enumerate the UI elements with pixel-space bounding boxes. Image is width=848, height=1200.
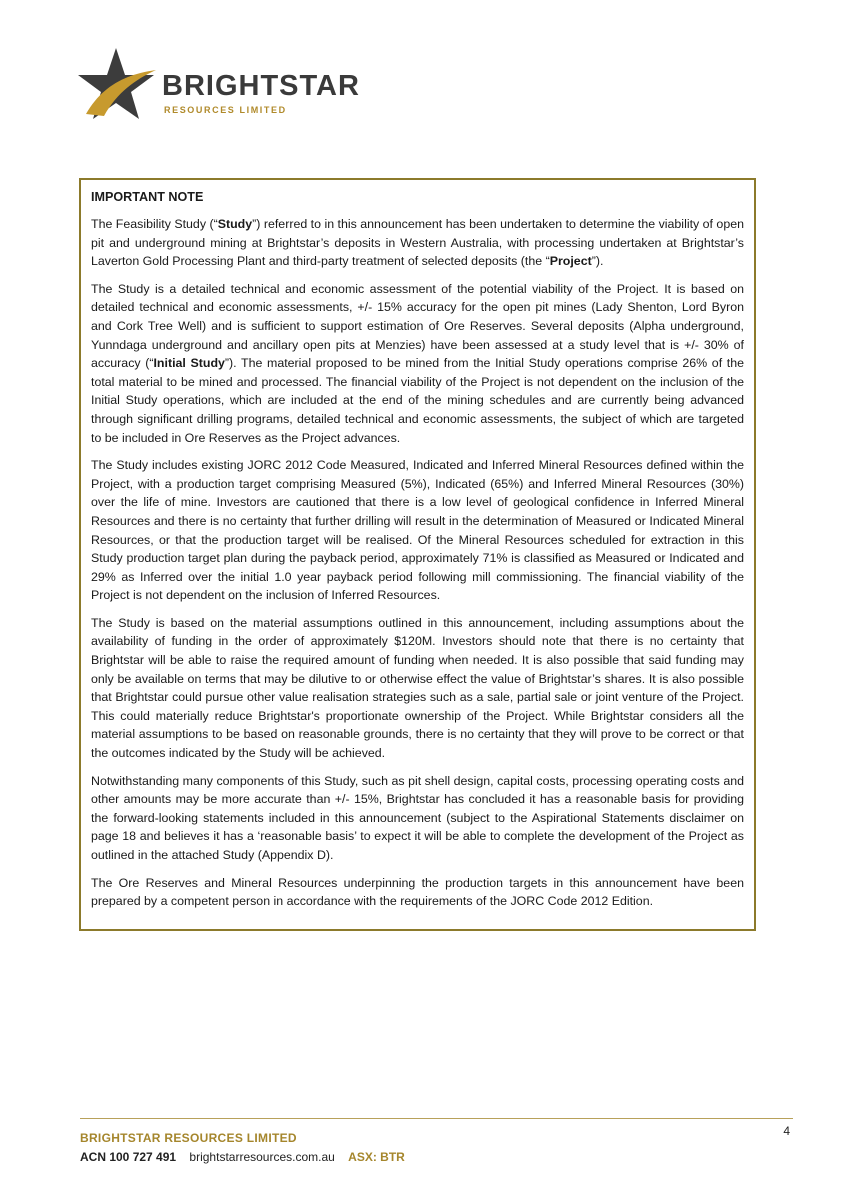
note-paragraph: The Study is based on the material assumptions outlined in this announcement, including assumptions about the availability of funding in the order of approximately $120M. Investors should note that there is no certainty that Brightstar will be able to raise the required amount of funding when needed. It is also possible that said funding may only be available on terms that may be dilutive to or otherwise effect the value of Brightstar’s shares. It is also possible that Brightstar could pursue other value realisation strategies such as a sale, partial sale or joint venture of the Project. This could materially reduce Brightstar's proportionate ownership of the Project. While Brightstar considers all the material assumptions to be based on reasonable grounds, there is no certainty that they will prove to be correct or that the outcomes indicated by the Study will be achieved.: [91, 615, 744, 761]
footer-asx-code: ASX: BTR: [348, 1150, 405, 1164]
page-number: 4: [783, 1124, 790, 1138]
note-paragraph: The Study is a detailed technical and economic assessment of the potential viability of the Project. It is based on detailed technical and economic assessments, +/- 15% accuracy for the open pit mines (Lady Shenton, Lord Byron and Cork Tree Well) and is sufficient to support estimation of Ore Reserves. Several deposits (Alpha underground, Yunndaga underground and ancillary open pits at Menzies) have been assessed at a study level that is +/- 30% of accuracy (“Initial Study”). The material proposed to be mined from the Initial Study operations comprise 26% of the total material to be mined and processed. The financial viability of the Project is not dependent on the inclusion of the Initial Study operations, which are included at the end of the mining schedules and are currently being advanced through significant drilling programs, detailed technical and economic assessments, the subject of which are targeted to be included in Ore Reserves as the Project advances.: [91, 281, 745, 445]
note-paragraph: The Feasibility Study (“Study”) referred to in this announcement has been undertaken to determine the viability of open pit and underground mining at Brightstar’s deposits in Western Australia, with processing undertaken at Brightstar’s Laverton Gold Processing Plant and third-party treatment of selected deposits (the “Project”).: [91, 217, 745, 269]
logo-name: BRIGHTSTAR: [162, 70, 360, 102]
footer-divider: [80, 1118, 793, 1119]
important-note-box: [79, 178, 756, 931]
note-paragraph: The Study includes existing JORC 2012 Code Measured, Indicated and Inferred Mineral Resources defined within the Project, with a production target comprising Measured (5%), Indicated (65%) and Inferred Mineral Resources (30%) over the life of mine. Investors are cautioned that there is a low level of geological confidence in Inferred Mineral Resources and there is no certainty that further drilling will result in the determination of Measured or Indicated Mineral Resources, or that the production target will be realised. Of the Mineral Resources scheduled for extraction in this Study production target plan during the payback period, approximately 71% is classified as Measured or Indicated and 29% as Inferred over the initial 1.0 year payback period following mill commissioning. The financial viability of the Project is not dependent on the inclusion of Inferred Resources.: [91, 458, 744, 603]
logo-subtitle: RESOURCES LIMITED: [164, 105, 287, 115]
note-title: IMPORTANT NOTE: [91, 190, 204, 204]
footer-company-name: BRIGHTSTAR RESOURCES LIMITED: [80, 1131, 297, 1145]
star-swoosh-icon: [78, 48, 160, 120]
note-paragraph: Notwithstanding many components of this Study, such as pit shell design, capital costs, processing operating costs and other amounts may be more accurate than +/- 15%, Brightstar has concluded it has a reasonable basis for providing the forward-looking statements included in this announcement (subject to the Aspirational Statements disclaimer on page 18 and believes it has a ‘reasonable basis’ to expect it will be able to complete the development of the Project as outlined in the attached Study (Appendix D).: [91, 773, 744, 862]
brightstar-logo: [78, 48, 360, 120]
note-paragraph: The Ore Reserves and Mineral Resources underpinning the production targets in this announcement have been prepared by a competent person in accordance with the requirements of the JORC Code 2012 Edition.: [91, 875, 744, 909]
footer-acn: ACN 100 727 491: [80, 1150, 177, 1164]
footer-info: [80, 1150, 415, 1164]
footer-website[interactable]: brightstarresources.com.au: [189, 1150, 335, 1164]
